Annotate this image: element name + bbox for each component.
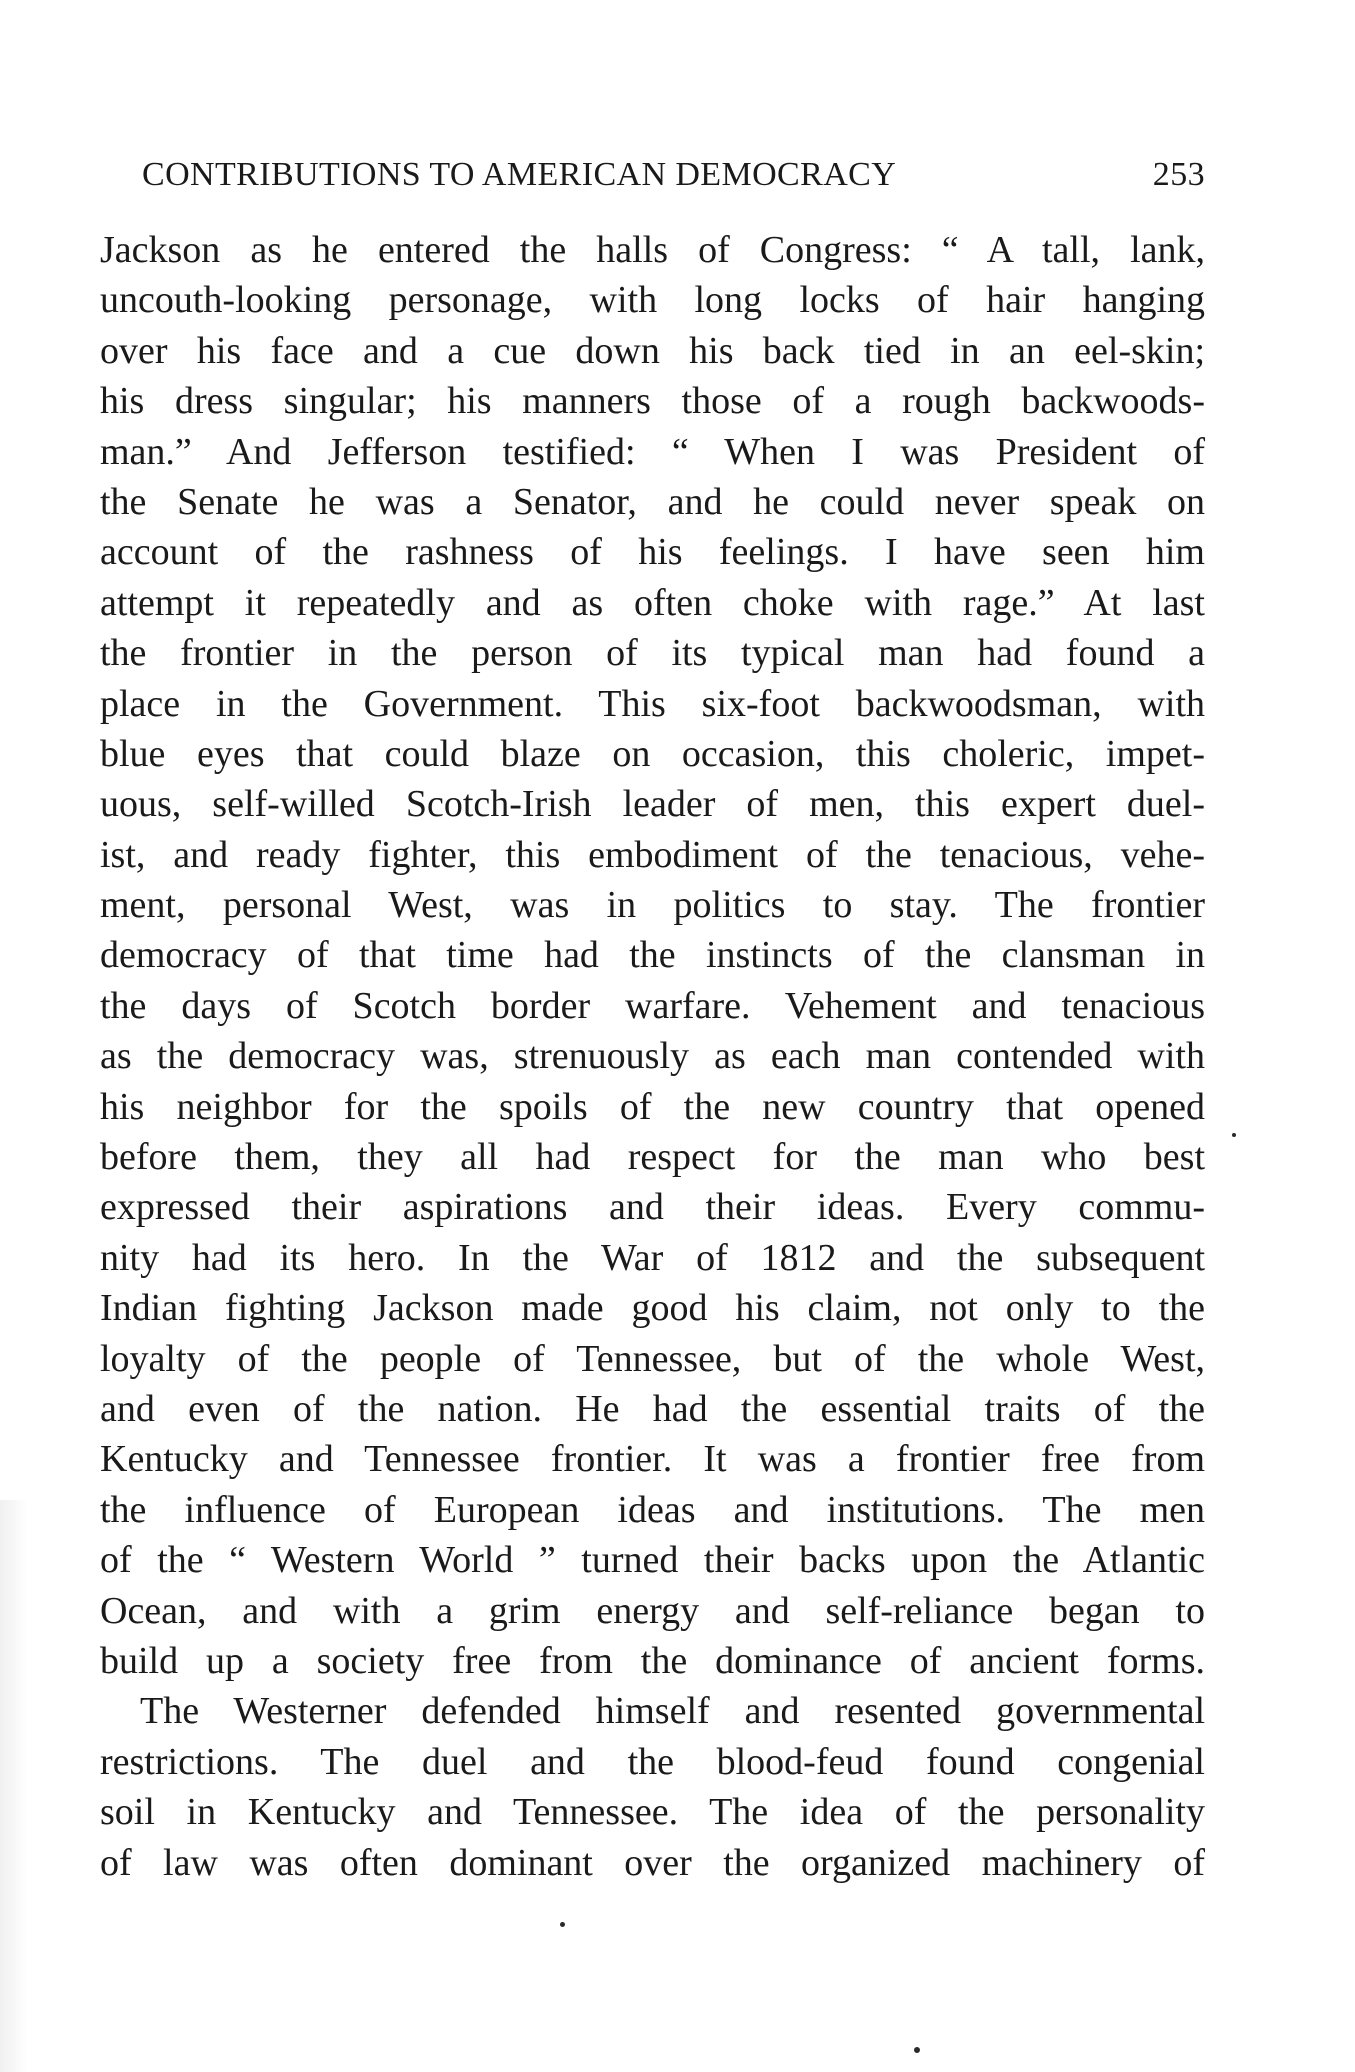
scan-speck xyxy=(914,2047,920,2053)
text-line: uncouth-looking personage, with long locks of hair hanging xyxy=(100,279,1205,322)
text-line: the Senate he was a Senator, and he could never speak on xyxy=(100,480,1205,523)
text-line: restrictions. The duel and the blood-feud found congenial xyxy=(100,1740,1205,1783)
text-line: over his face and a cue down his back tied in an eel-skin; xyxy=(100,329,1205,372)
text-line: the influence of European ideas and institutions. The men xyxy=(100,1488,1205,1531)
text-line: account of the rashness of his feelings. I have seen him xyxy=(100,531,1205,574)
text-line: man.” And Jefferson testified: “ When I was President of xyxy=(100,430,1205,473)
text-line: soil in Kentucky and Tennessee. The idea of the personality xyxy=(100,1791,1205,1834)
text-line: before them, they all had respect for the man who best xyxy=(100,1136,1205,1179)
text-line: the frontier in the person of its typical man had found a xyxy=(100,632,1205,675)
text-line: his dress singular; his manners those of a rough backwoods- xyxy=(100,380,1205,423)
text-line: the days of Scotch border warfare. Vehement and tenacious xyxy=(100,984,1205,1027)
running-head xyxy=(100,150,1205,210)
text-line: his neighbor for the spoils of the new country that opened xyxy=(100,1085,1205,1128)
text-line: of the “ Western World ” turned their backs upon the Atlantic xyxy=(100,1539,1205,1582)
text-line: democracy of that time had the instincts of the clansman in xyxy=(100,934,1205,977)
text-line: place in the Government. This six-foot backwoodsman, with xyxy=(100,682,1205,725)
text-line: Indian fighting Jackson made good his claim, not only to the xyxy=(100,1287,1205,1330)
text-line: ist, and ready fighter, this embodiment of the tenacious, vehe- xyxy=(100,833,1205,876)
text-line: ment, personal West, was in politics to stay. The frontier xyxy=(100,884,1205,927)
text-line: build up a society free from the dominance of ancient forms. xyxy=(100,1639,1205,1682)
text-line: nity had its hero. In the War of 1812 and the subsequent xyxy=(100,1236,1205,1279)
page-number: 253 xyxy=(1152,156,1205,193)
text-line: and even of the nation. He had the essential traits of the xyxy=(100,1387,1205,1430)
text-line: expressed their aspirations and their ideas. Every commu- xyxy=(100,1186,1205,1229)
text-line: loyalty of the people of Tennessee, but of the whole West, xyxy=(100,1337,1205,1380)
text-line: Kentucky and Tennessee frontier. It was a frontier free from xyxy=(100,1438,1205,1481)
text-line: of law was often dominant over the organized machinery of xyxy=(100,1841,1205,1884)
scan-speck xyxy=(1232,1133,1236,1137)
scan-edge-shade xyxy=(0,1500,28,2072)
paragraph-first-line: The Westerner defended himself and resented governmental xyxy=(140,1690,1205,1733)
text-line: Ocean, and with a grim energy and self-reliance began to xyxy=(100,1589,1205,1632)
scan-speck xyxy=(560,1922,565,1927)
text-line: as the democracy was, strenuously as each man contended with xyxy=(100,1035,1205,1078)
text-line: Jackson as he entered the halls of Congress: “ A tall, lank, xyxy=(100,229,1205,271)
text-line: blue eyes that could blaze on occasion, this choleric, impet- xyxy=(100,732,1205,775)
text-line: uous, self-willed Scotch-Irish leader of men, this expert duel- xyxy=(100,783,1205,826)
running-title: CONTRIBUTIONS TO AMERICAN DEMOCRACY xyxy=(142,156,897,193)
text-line: attempt it repeatedly and as often choke with rage.” At last xyxy=(100,581,1205,624)
body-text xyxy=(100,225,1205,1888)
